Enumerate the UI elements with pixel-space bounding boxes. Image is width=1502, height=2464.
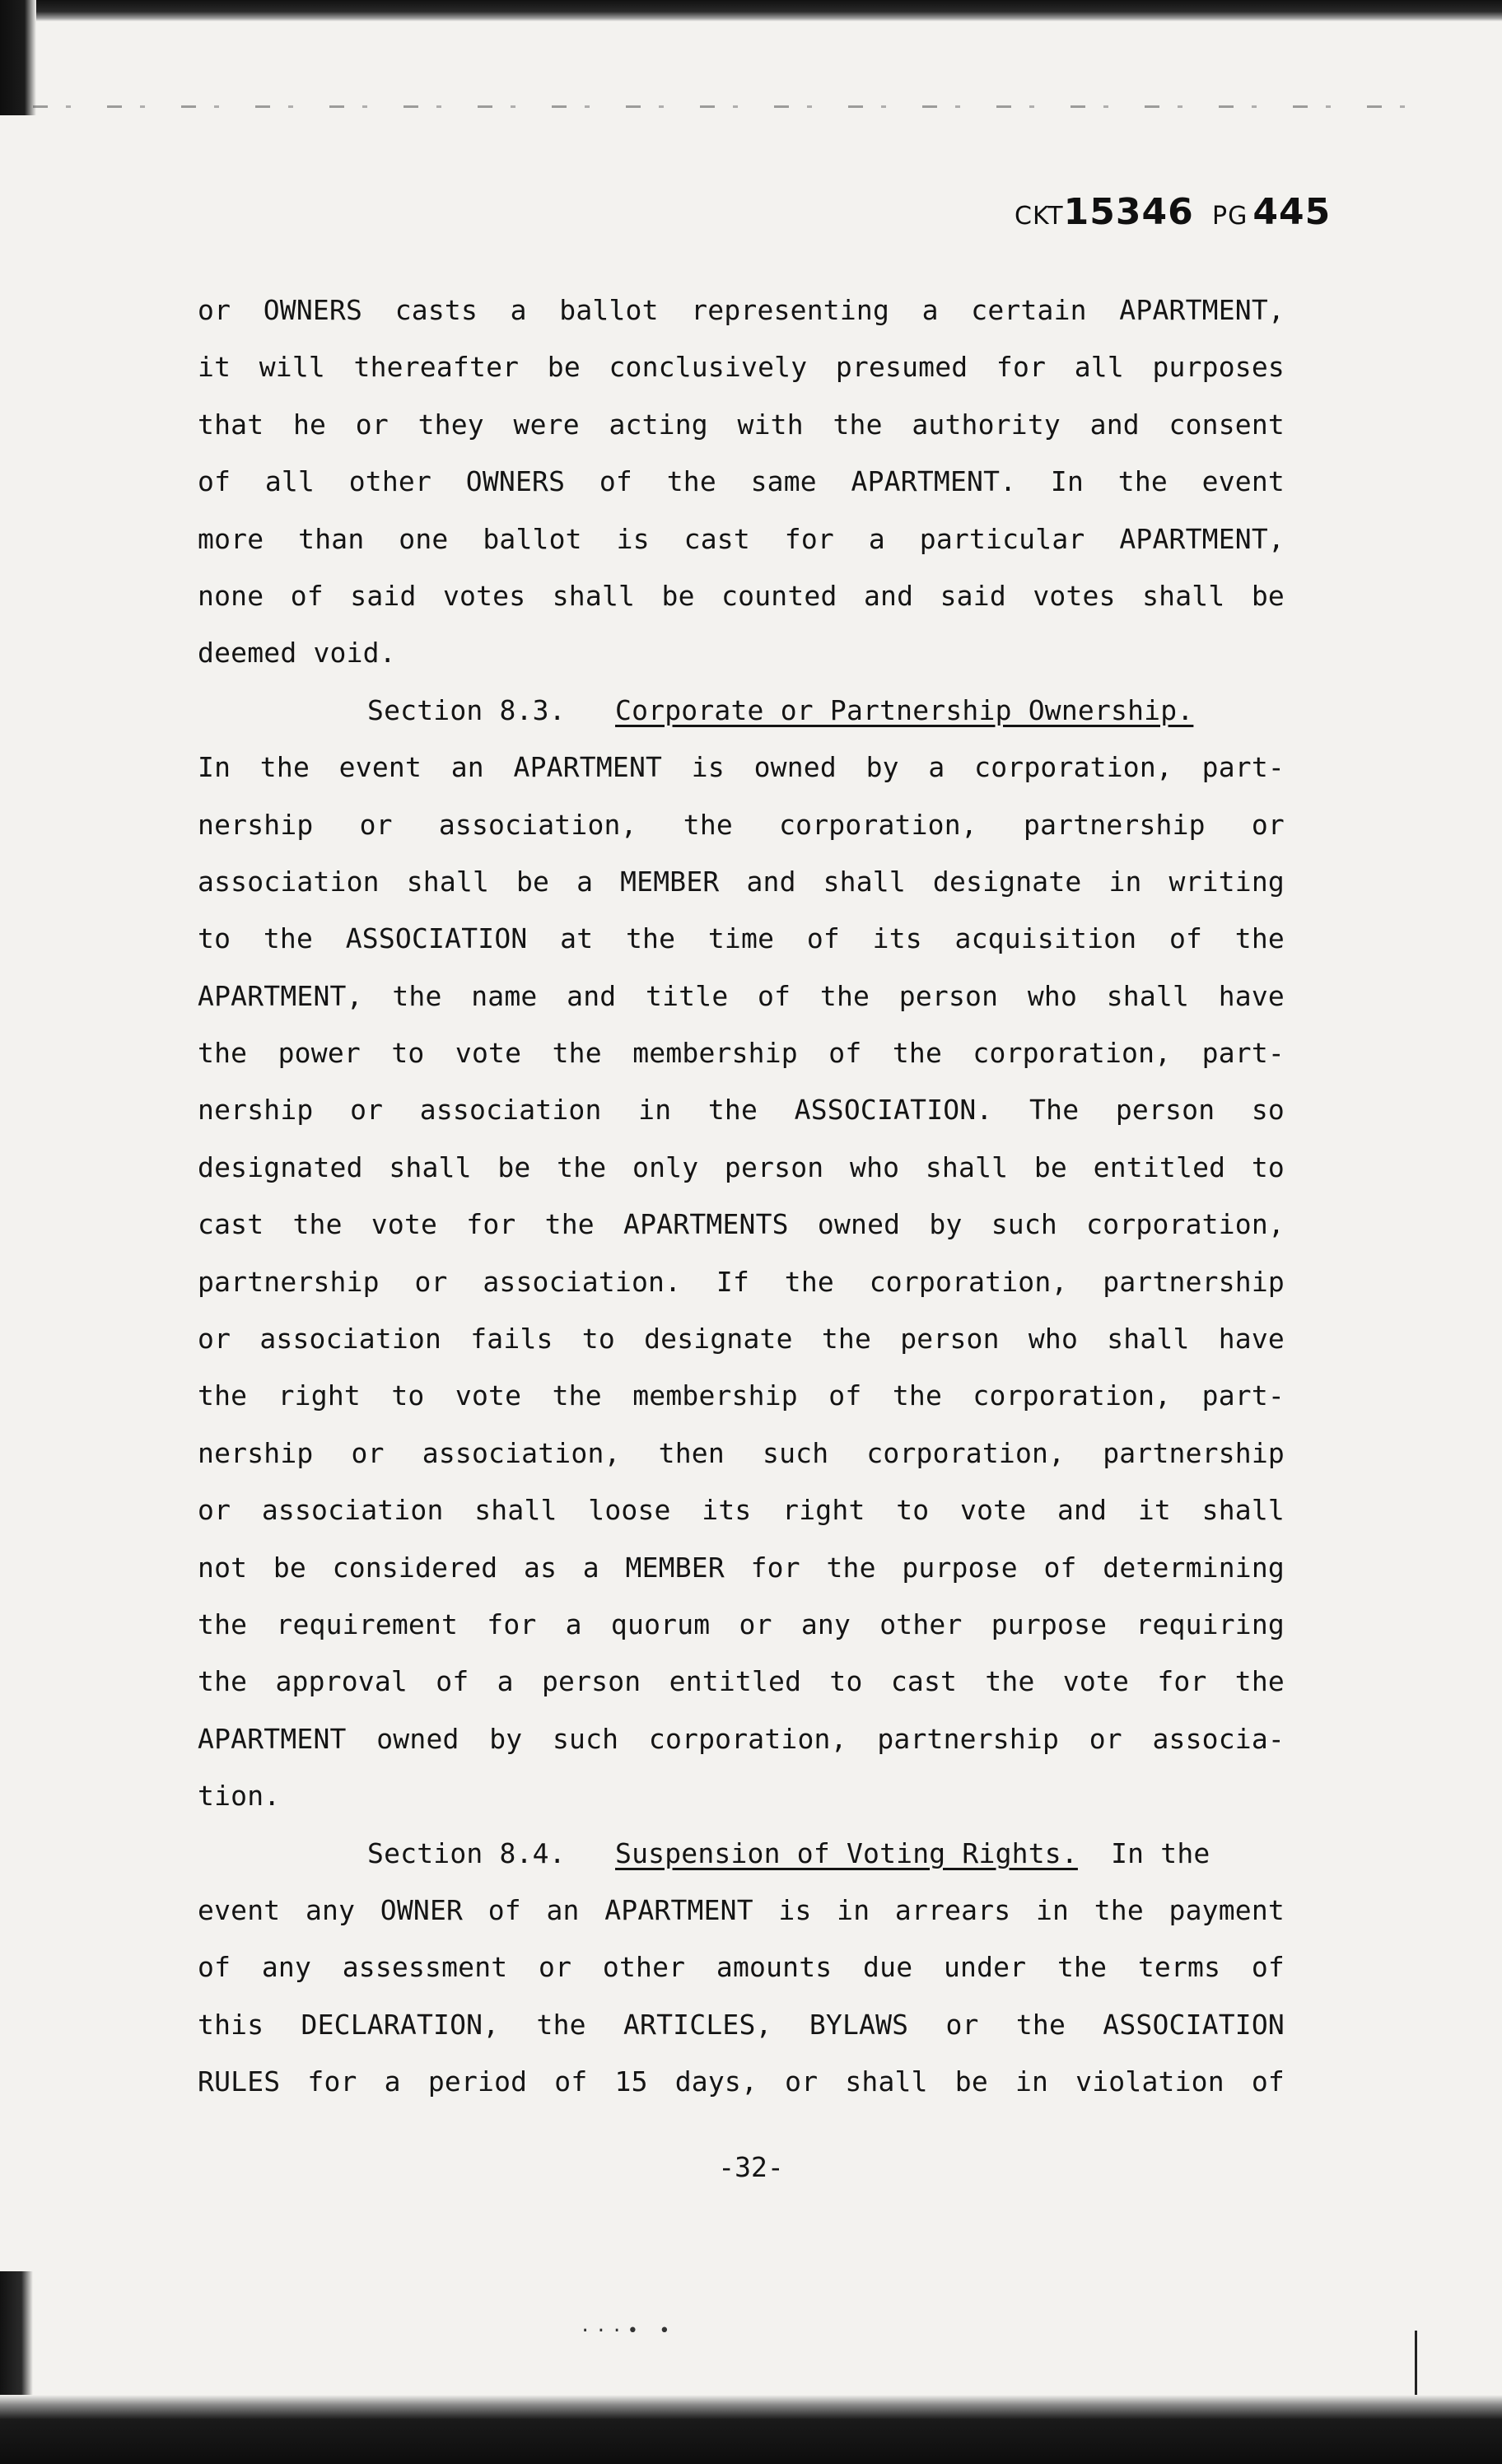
section-label: Section 8.4. — [367, 1836, 566, 1869]
text-line: it will thereafter be conclusively presumed for all purposes — [198, 351, 1285, 384]
text-line: that he or they were acting with the authority and consent — [198, 408, 1285, 441]
text-line: designated shall be the only person who shall be entitled to — [198, 1150, 1285, 1183]
text-line: APARTMENT owned by such corporation, partnership or associa- — [198, 1722, 1285, 1755]
text-line: or association fails to designate the person who shall have — [198, 1323, 1285, 1356]
text-line: of all other OWNERS of the same APARTMENT. In the event — [198, 465, 1285, 498]
scan-border-left-top — [0, 0, 36, 115]
text-line: or OWNERS casts a ballot representing a certain APARTMENT, — [198, 294, 1285, 326]
text-line: RULES for a period of 15 days, or shall be in violation of — [198, 2065, 1285, 2098]
text-line: this DECLARATION, the ARTICLES, BYLAWS or the ASSOCIATION — [198, 2008, 1285, 2041]
text-line: partnership or association. If the corporation, partnership — [198, 1265, 1285, 1298]
section-heading-8-3 — [198, 682, 1285, 739]
section-heading-8-4 — [198, 1825, 1285, 1882]
text-line: to the ASSOCIATION at the time of its acquisition of the — [198, 922, 1285, 955]
section-title: Corporate or Partnership Ownership. — [615, 693, 1194, 726]
text-line: APARTMENT, the name and title of the person who shall have — [198, 979, 1285, 1012]
text-fragment: In the — [1111, 1836, 1210, 1869]
section-title: Suspension of Voting Rights. — [615, 1836, 1078, 1869]
scan-border-left-bottom — [0, 2271, 33, 2395]
text-line: the right to vote the membership of the corporation, part- — [198, 1379, 1285, 1412]
text-line: cast the vote for the APARTMENTS owned by such corporation, — [198, 1208, 1285, 1241]
page-label: PG — [1212, 202, 1248, 231]
text-line: In the event an APARTMENT is owned by a corporation, part- — [198, 751, 1285, 784]
record-page-number: 445 — [1252, 191, 1332, 233]
text-line: the power to vote the membership of the corporation, part- — [198, 1037, 1285, 1070]
section-label: Section 8.3. — [367, 693, 566, 726]
text-line: none of said votes shall be counted and said votes shall be — [198, 579, 1285, 612]
book-number: 15346 — [1063, 191, 1194, 233]
text-line: deemed void. — [198, 637, 396, 670]
text-line: nership or association in the ASSOCIATION. The person so — [198, 1094, 1285, 1127]
book-page-stamp — [1015, 191, 1331, 233]
text-line: the requirement for a quorum or any other purpose requiring — [198, 1608, 1285, 1640]
text-line: or association shall loose its right to vote and it shall — [198, 1494, 1285, 1527]
text-line: nership or association, the corporation, partnership or — [198, 808, 1285, 841]
text-line: event any OWNER of an APARTMENT is in arrears in the payment — [198, 1893, 1285, 1926]
document-body — [198, 282, 1285, 2111]
book-prefix: CKT — [1015, 202, 1064, 231]
text-line: nership or association, then such corporation, partnership — [198, 1436, 1285, 1469]
scan-artifact-mark — [1415, 2331, 1417, 2405]
text-line: of any assessment or other amounts due under the terms of — [198, 1951, 1285, 1984]
text-line: association shall be a MEMBER and shall designate in writing — [198, 865, 1285, 898]
scan-artifact-rule — [33, 105, 1433, 108]
scan-artifact-dots: ···• • — [580, 2321, 675, 2341]
text-line: more than one ballot is cast for a particular APARTMENT, — [198, 522, 1285, 555]
text-line: tion. — [198, 1780, 281, 1813]
text-line: the approval of a person entitled to cast the vote for the — [198, 1665, 1285, 1698]
scan-border-top — [0, 0, 1502, 21]
scan-border-bottom — [0, 2395, 1502, 2464]
text-line: not be considered as a MEMBER for the purpose of determining — [198, 1551, 1285, 1584]
page-number: -32- — [718, 2151, 784, 2183]
